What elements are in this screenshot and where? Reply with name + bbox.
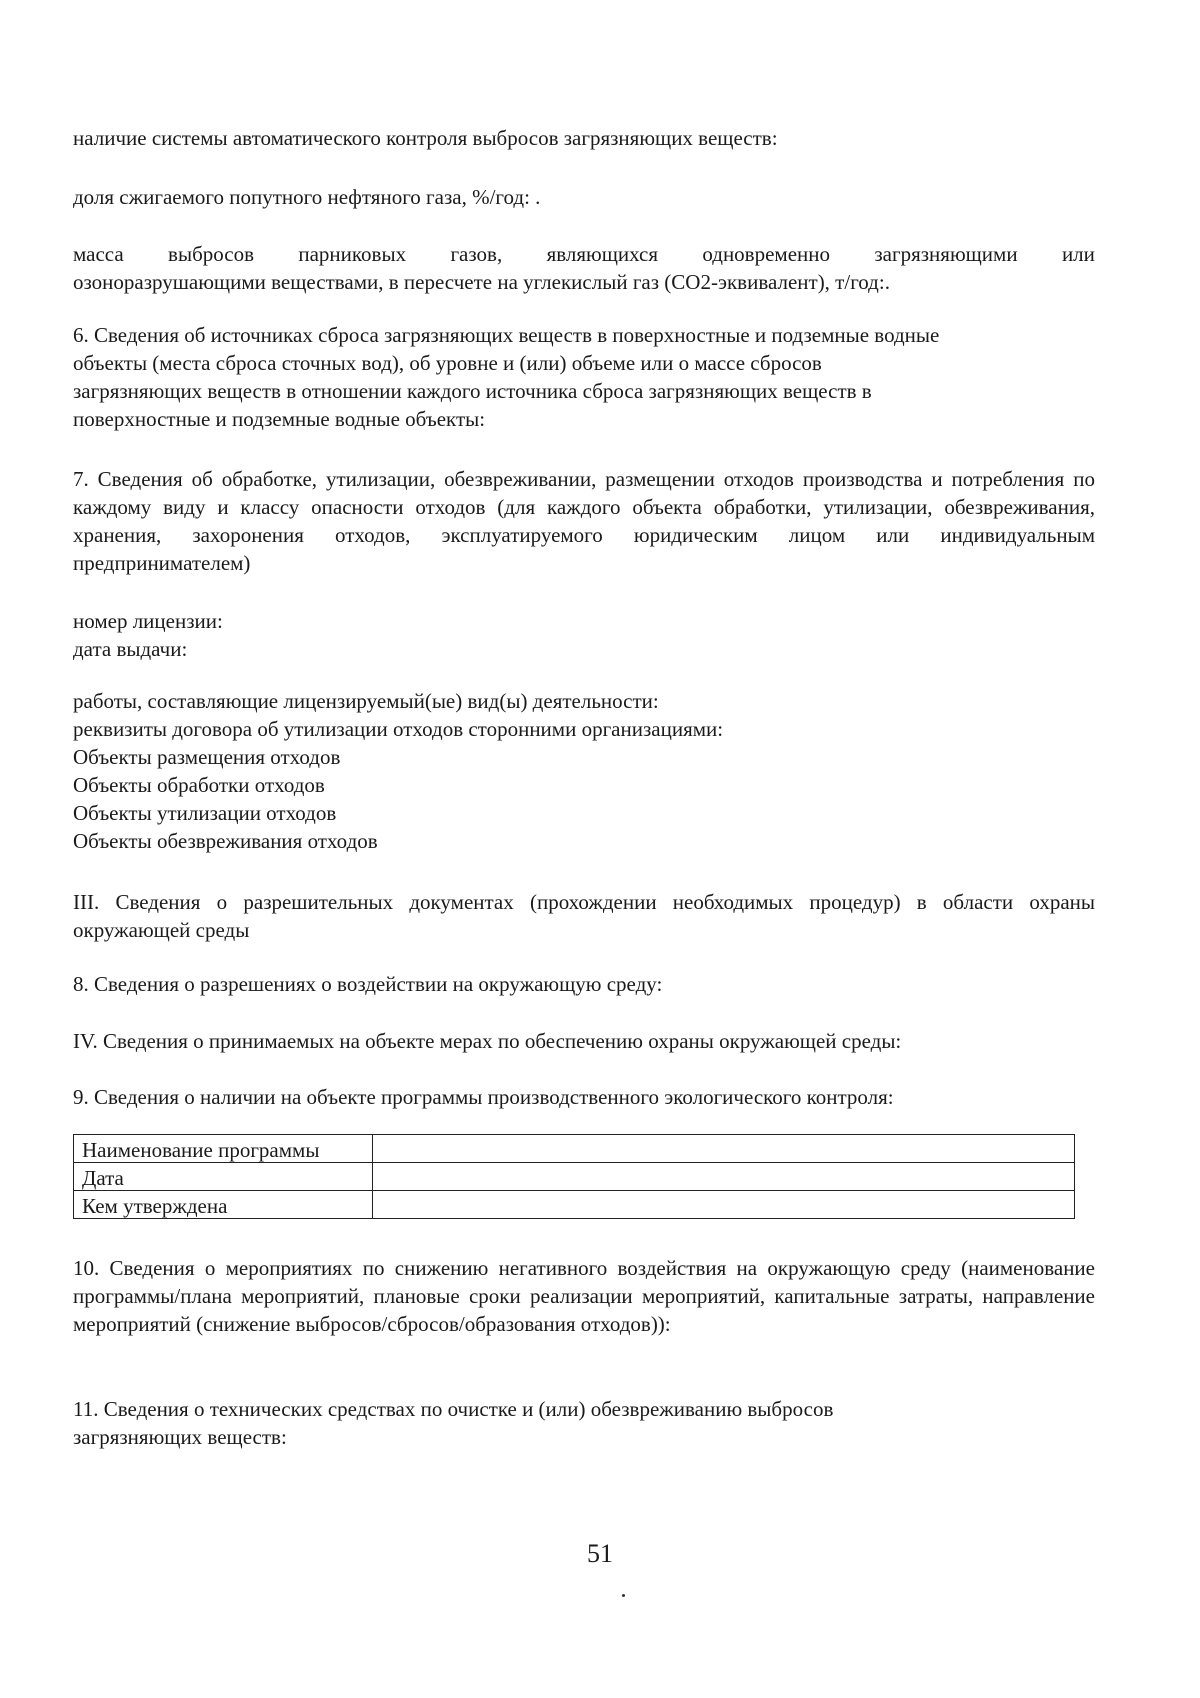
waste-neutralization-objects: Объекты обезвреживания отходов: [73, 829, 378, 853]
section-6-line: 6. Сведения об источниках сброса загрязняющих веществ в поверхностные и подземные водные: [73, 323, 940, 347]
section-11-line: загрязняющих веществ:: [73, 1425, 287, 1449]
greenhouse-word: загрязняющими: [874, 242, 1018, 266]
section-11-paragraph: [73, 1395, 1095, 1451]
licensed-works-label: работы, составляющие лицензируемый(ые) вид(ы) деятельности:: [73, 689, 659, 713]
section-III-heading: III. Сведения о разрешительных документах (прохождении необходимых процедур) в области охраны окружающей среды: [73, 890, 1095, 942]
table-cell-label: Наименование программы: [74, 1135, 373, 1163]
page-number: 51: [587, 1539, 613, 1568]
table-row: [74, 1163, 1075, 1191]
section-10-paragraph: 10. Сведения о мероприятиях по снижению негативного воздействия на окружающую среду (наименование программы/плана мероприятий, плановые сроки реализации мероприятий, капитальные затраты, направление мероприятий (снижение выбросов/сбросов/образования отходов)):: [73, 1256, 1095, 1336]
scan-artifact-dot: [622, 1594, 625, 1597]
section-7-paragraph: 7. Сведения об обработке, утилизации, обезвреживании, размещении отходов производства и потребления по каждому виду и классу опасности отходов (для каждого объекта обработки, утилизации, обезвреживания, хранения, захоронения отходов, эксплуатируемого юридическим лицом или индивидуальным предпринимателем): [73, 467, 1095, 575]
table-cell-value: [373, 1135, 1075, 1163]
greenhouse-word: одновременно: [702, 242, 830, 266]
section-IV-text: IV. Сведения о принимаемых на объекте мерах по обеспечению охраны окружающей среды:: [73, 1029, 902, 1053]
automatic-control-text: наличие системы автоматического контроля выбросов загрязняющих веществ:: [73, 126, 778, 150]
waste-utilization-objects: Объекты утилизации отходов: [73, 801, 337, 825]
table-cell-label: Дата: [74, 1163, 373, 1191]
table-cell-value: [373, 1163, 1075, 1191]
license-number-label: номер лицензии:: [73, 609, 223, 633]
section-IV-heading: [73, 1027, 1095, 1055]
issue-date-label: дата выдачи:: [73, 637, 188, 661]
section-9-text: 9. Сведения о наличии на объекте программы производственного экологического контроля:: [73, 1085, 894, 1109]
table-cell-value: [373, 1191, 1075, 1219]
section-9-paragraph: [73, 1083, 1095, 1111]
greenhouse-word: выбросов: [168, 242, 255, 266]
section-6-line: объекты (места сброса сточных вод), об уровне и (или) объеме или о массе сбросов: [73, 351, 822, 375]
flared-gas-paragraph: [73, 183, 1095, 211]
contract-details-label: реквизиты договора об утилизации отходов сторонними организациями:: [73, 717, 724, 741]
greenhouse-word: парниковых: [298, 242, 407, 266]
waste-processing-objects: Объекты обработки отходов: [73, 773, 325, 797]
section-8-paragraph: [73, 970, 1095, 998]
section-11-line: 11. Сведения о технических средствах по очистке и (или) обезвреживанию выбросов: [73, 1397, 834, 1421]
section-6-line: поверхностные и подземные водные объекты:: [73, 407, 486, 431]
automatic-control-paragraph: [73, 124, 1095, 152]
waste-objects-block: [73, 687, 1095, 855]
greenhouse-line-2: озоноразрушающими веществами, в пересчете на углекислый газ (СО2-эквивалент), т/год:.: [73, 270, 890, 294]
greenhouse-word: являющихся: [546, 242, 658, 266]
greenhouse-word: газов,: [450, 242, 503, 266]
waste-placement-objects: Объекты размещения отходов: [73, 745, 341, 769]
section-6-line: загрязняющих веществ в отношении каждого источника сброса загрязняющих веществ в: [73, 379, 872, 403]
license-block: [73, 607, 1095, 663]
greenhouse-word: масса: [73, 242, 124, 266]
greenhouse-gas-paragraph: [73, 240, 1095, 296]
table-row: [74, 1191, 1075, 1219]
program-table: [73, 1134, 1075, 1219]
greenhouse-line-1: [73, 240, 1095, 268]
table-cell-label: Кем утверждена: [74, 1191, 373, 1219]
section-6-paragraph: [73, 321, 1095, 433]
greenhouse-word: или: [1061, 242, 1095, 266]
table-row: [74, 1135, 1075, 1163]
section-8-text: 8. Сведения о разрешениях о воздействии на окружающую среду:: [73, 972, 663, 996]
flared-gas-text: доля сжигаемого попутного нефтяного газа, %/год: .: [73, 185, 541, 209]
